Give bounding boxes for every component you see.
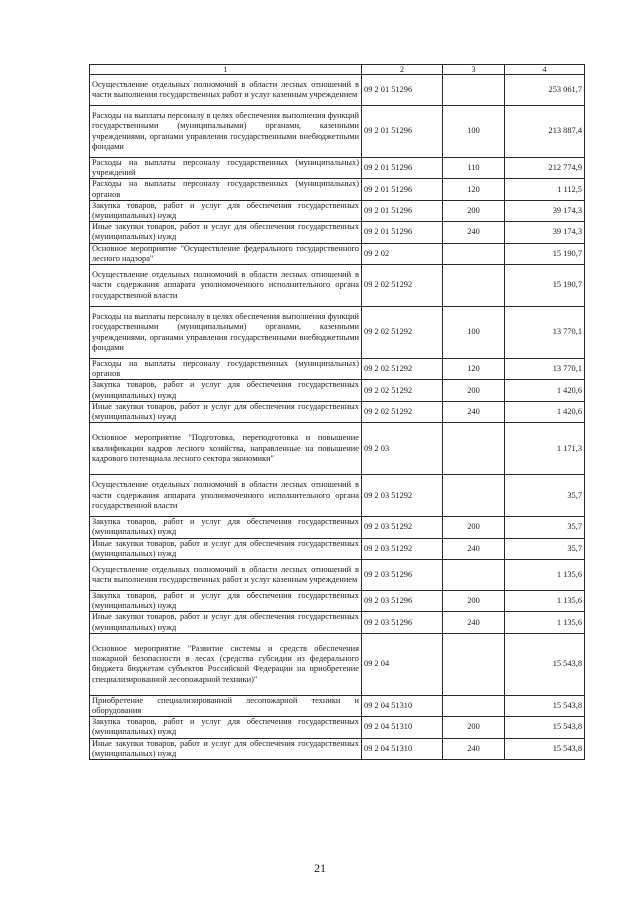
column-header: 2 bbox=[362, 65, 443, 75]
row-name: Основное мероприятие "Развитие системы и средств обеспечения пожарной безопасности в лесах (средства субсидии из федерального бюджета бюджетам субъектов Российской Федерации на приобретение специализированной лесопожарной техники)" bbox=[90, 633, 362, 695]
row-expense-type: 200 bbox=[443, 717, 505, 738]
row-expense-type bbox=[443, 423, 505, 475]
row-code: 09 2 03 51296 bbox=[362, 612, 443, 633]
row-code: 09 2 02 51292 bbox=[362, 401, 443, 422]
table-row bbox=[90, 695, 585, 716]
row-expense-type: 240 bbox=[443, 538, 505, 559]
table-row bbox=[90, 106, 585, 158]
row-name: Иные закупки товаров, работ и услуг для обеспечения государственных (муниципальных) нужд bbox=[90, 401, 362, 422]
row-amount: 1 135,6 bbox=[505, 591, 585, 612]
row-expense-type: 200 bbox=[443, 517, 505, 538]
row-name: Расходы на выплаты персоналу в целях обеспечения выполнения функций государственными (муниципальными) органами, казенными учреждениями, органами управления государственными внебюджетными фондами bbox=[90, 307, 362, 359]
row-expense-type: 200 bbox=[443, 200, 505, 221]
row-code: 09 2 01 51296 bbox=[362, 106, 443, 158]
row-code: 09 2 02 51292 bbox=[362, 380, 443, 401]
row-expense-type bbox=[443, 695, 505, 716]
row-amount: 15 190,7 bbox=[505, 265, 585, 307]
row-amount: 13 770,1 bbox=[505, 307, 585, 359]
row-code: 09 2 04 bbox=[362, 633, 443, 695]
row-name: Закупка товаров, работ и услуг для обеспечения государственных (муниципальных) нужд bbox=[90, 717, 362, 738]
row-amount: 1 135,6 bbox=[505, 612, 585, 633]
row-name: Расходы на выплаты персоналу государственных (муниципальных) органов bbox=[90, 359, 362, 380]
row-amount: 15 543,8 bbox=[505, 695, 585, 716]
table-header-row bbox=[90, 65, 585, 75]
row-expense-type bbox=[443, 243, 505, 264]
row-amount: 39 174,3 bbox=[505, 200, 585, 221]
table-row bbox=[90, 423, 585, 475]
table-row bbox=[90, 633, 585, 695]
table-row bbox=[90, 475, 585, 517]
row-amount: 15 543,8 bbox=[505, 633, 585, 695]
row-name: Иные закупки товаров, работ и услуг для обеспечения государственных (муниципальных) нужд bbox=[90, 738, 362, 759]
table-row bbox=[90, 517, 585, 538]
row-name: Расходы на выплаты персоналу государственных (муниципальных) органов bbox=[90, 179, 362, 200]
table-row bbox=[90, 538, 585, 559]
row-code: 09 2 01 51296 bbox=[362, 179, 443, 200]
table-row bbox=[90, 591, 585, 612]
row-name: Приобретение специализированной лесопожарной техники и оборудования bbox=[90, 695, 362, 716]
row-amount: 35,7 bbox=[505, 538, 585, 559]
row-code: 09 2 03 51292 bbox=[362, 475, 443, 517]
row-expense-type: 240 bbox=[443, 222, 505, 243]
column-header: 4 bbox=[505, 65, 585, 75]
row-amount: 15 543,8 bbox=[505, 717, 585, 738]
row-amount: 15 543,8 bbox=[505, 738, 585, 759]
row-amount: 212 774,9 bbox=[505, 158, 585, 179]
row-name: Закупка товаров, работ и услуг для обеспечения государственных (муниципальных) нужд bbox=[90, 200, 362, 221]
table-row bbox=[90, 200, 585, 221]
row-name: Основное мероприятие "Подготовка, переподготовка и повышение квалификации кадров лесного хозяйства, направленные на повышение кадрового потенциала лесного сектора экономики" bbox=[90, 423, 362, 475]
table-row bbox=[90, 265, 585, 307]
row-code: 09 2 01 51296 bbox=[362, 222, 443, 243]
row-expense-type: 240 bbox=[443, 738, 505, 759]
row-expense-type bbox=[443, 75, 505, 106]
row-expense-type: 110 bbox=[443, 158, 505, 179]
row-code: 09 2 01 51296 bbox=[362, 75, 443, 106]
row-code: 09 2 02 51292 bbox=[362, 359, 443, 380]
table-row bbox=[90, 738, 585, 759]
row-amount: 1 420,6 bbox=[505, 380, 585, 401]
row-expense-type: 120 bbox=[443, 179, 505, 200]
row-amount: 39 174,3 bbox=[505, 222, 585, 243]
row-code: 09 2 01 51296 bbox=[362, 158, 443, 179]
row-name: Закупка товаров, работ и услуг для обеспечения государственных (муниципальных) нужд bbox=[90, 517, 362, 538]
row-expense-type bbox=[443, 633, 505, 695]
row-name: Иные закупки товаров, работ и услуг для обеспечения государственных (муниципальных) нужд bbox=[90, 612, 362, 633]
table-row bbox=[90, 179, 585, 200]
row-expense-type bbox=[443, 560, 505, 591]
row-name: Расходы на выплаты персоналу государственных (муниципальных) учреждений bbox=[90, 158, 362, 179]
row-amount: 1 420,6 bbox=[505, 401, 585, 422]
row-expense-type: 200 bbox=[443, 380, 505, 401]
row-name: Осуществление отдельных полномочий в области лесных отношений в части содержания аппарата уполномоченного исполнительного органа государственной власти bbox=[90, 475, 362, 517]
page-number: 21 bbox=[314, 861, 326, 875]
row-code: 09 2 03 bbox=[362, 423, 443, 475]
column-header: 1 bbox=[90, 65, 362, 75]
row-name: Закупка товаров, работ и услуг для обеспечения государственных (муниципальных) нужд bbox=[90, 380, 362, 401]
table-row bbox=[90, 222, 585, 243]
row-expense-type bbox=[443, 265, 505, 307]
row-name: Осуществление отдельных полномочий в области лесных отношений в части содержания аппарата уполномоченного исполнительного органа государственной власти bbox=[90, 265, 362, 307]
row-code: 09 2 02 51292 bbox=[362, 265, 443, 307]
row-expense-type: 200 bbox=[443, 591, 505, 612]
row-amount: 1 112,5 bbox=[505, 179, 585, 200]
row-code: 09 2 04 51310 bbox=[362, 695, 443, 716]
row-name: Расходы на выплаты персоналу в целях обеспечения выполнения функций государственными (муниципальными) органами, казенными учреждениями, органами управления государственными внебюджетными фондами bbox=[90, 106, 362, 158]
row-code: 09 2 03 51296 bbox=[362, 560, 443, 591]
row-name: Закупка товаров, работ и услуг для обеспечения государственных (муниципальных) нужд bbox=[90, 591, 362, 612]
row-amount: 253 061,7 bbox=[505, 75, 585, 106]
row-expense-type bbox=[443, 475, 505, 517]
row-expense-type: 240 bbox=[443, 612, 505, 633]
row-amount: 35,7 bbox=[505, 475, 585, 517]
row-name: Осуществление отдельных полномочий в области лесных отношений в части выполнения государственных работ и услуг казенным учреждением bbox=[90, 75, 362, 106]
row-amount: 15 190,7 bbox=[505, 243, 585, 264]
row-code: 09 2 02 51292 bbox=[362, 307, 443, 359]
table-row bbox=[90, 307, 585, 359]
row-expense-type: 120 bbox=[443, 359, 505, 380]
row-code: 09 2 03 51292 bbox=[362, 538, 443, 559]
table-row bbox=[90, 75, 585, 106]
row-name: Основное мероприятие "Осуществление федерального государственного лесного надзора" bbox=[90, 243, 362, 264]
row-expense-type: 240 bbox=[443, 401, 505, 422]
row-code: 09 2 03 51292 bbox=[362, 517, 443, 538]
row-name: Иные закупки товаров, работ и услуг для обеспечения государственных (муниципальных) нужд bbox=[90, 222, 362, 243]
row-amount: 1 171,3 bbox=[505, 423, 585, 475]
row-code: 09 2 03 51296 bbox=[362, 591, 443, 612]
table-row bbox=[90, 380, 585, 401]
row-amount: 213 887,4 bbox=[505, 106, 585, 158]
table-row bbox=[90, 401, 585, 422]
row-amount: 35,7 bbox=[505, 517, 585, 538]
table-row bbox=[90, 717, 585, 738]
table-row bbox=[90, 612, 585, 633]
table-row bbox=[90, 560, 585, 591]
row-amount: 1 135,6 bbox=[505, 560, 585, 591]
row-expense-type: 100 bbox=[443, 106, 505, 158]
row-code: 09 2 02 bbox=[362, 243, 443, 264]
row-expense-type: 100 bbox=[443, 307, 505, 359]
table-row bbox=[90, 243, 585, 264]
budget-table bbox=[89, 64, 585, 760]
budget-table-body bbox=[90, 65, 585, 760]
table-row bbox=[90, 359, 585, 380]
row-code: 09 2 01 51296 bbox=[362, 200, 443, 221]
column-header: 3 bbox=[443, 65, 505, 75]
row-code: 09 2 04 51310 bbox=[362, 738, 443, 759]
table-row bbox=[90, 158, 585, 179]
row-amount: 13 770,1 bbox=[505, 359, 585, 380]
row-name: Иные закупки товаров, работ и услуг для обеспечения государственных (муниципальных) нужд bbox=[90, 538, 362, 559]
row-name: Осуществление отдельных полномочий в области лесных отношений в части выполнения государственных работ и услуг казенным учреждением bbox=[90, 560, 362, 591]
row-code: 09 2 04 51310 bbox=[362, 717, 443, 738]
